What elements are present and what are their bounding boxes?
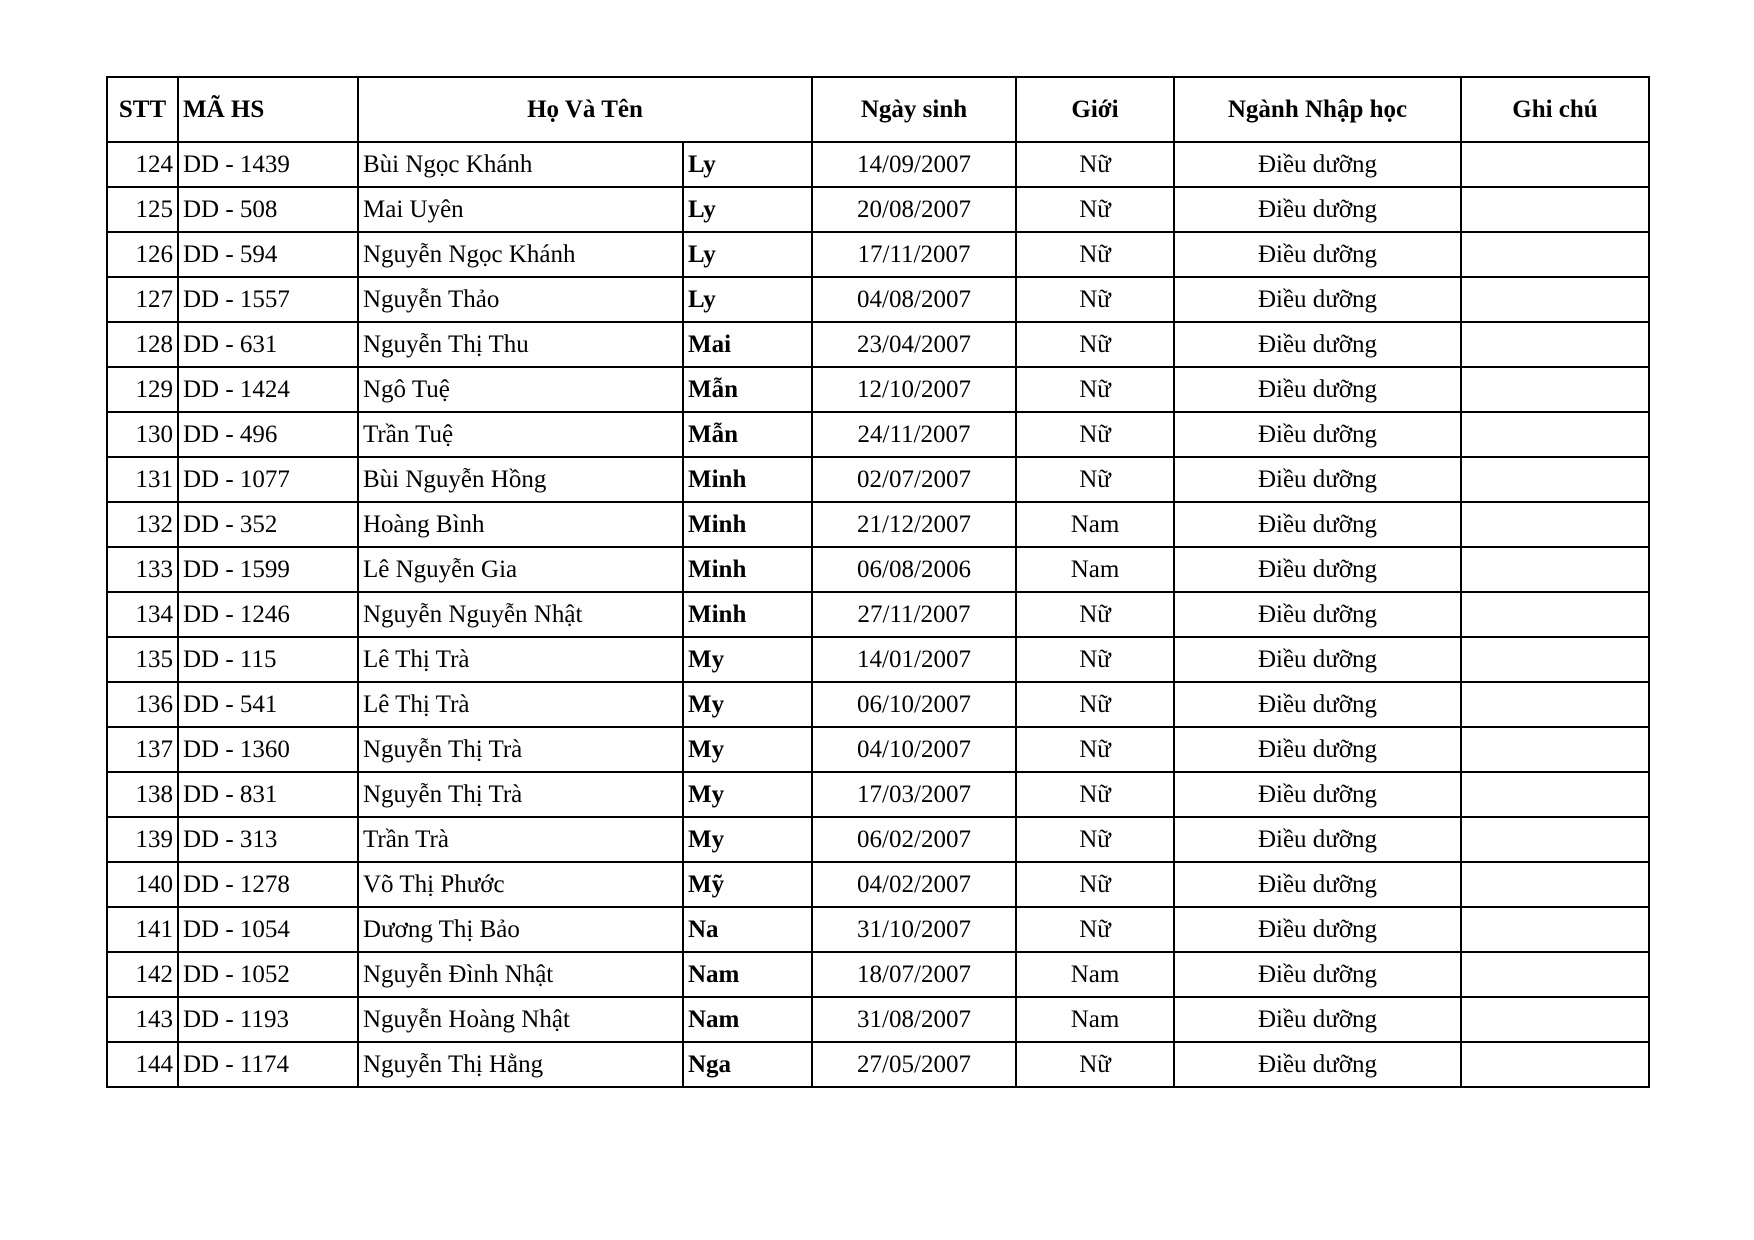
cell-note: [1461, 997, 1649, 1042]
cell-student-code: DD - 1052: [178, 952, 358, 997]
cell-date-of-birth: 17/03/2007: [812, 772, 1016, 817]
cell-date-of-birth: 27/11/2007: [812, 592, 1016, 637]
cell-major: Điều dưỡng: [1174, 772, 1461, 817]
cell-gender: Nữ: [1016, 322, 1174, 367]
table-row: [107, 592, 1649, 637]
roster-body: [107, 142, 1649, 1087]
cell-major: Điều dưỡng: [1174, 727, 1461, 772]
cell-student-code: DD - 496: [178, 412, 358, 457]
cell-stt: 133: [107, 547, 178, 592]
cell-student-code: DD - 1193: [178, 997, 358, 1042]
cell-given-name: Minh: [683, 592, 812, 637]
cell-surname: Nguyễn Thị Hằng: [358, 1042, 683, 1087]
cell-student-code: DD - 1077: [178, 457, 358, 502]
table-row: [107, 232, 1649, 277]
cell-note: [1461, 592, 1649, 637]
cell-gender: Nữ: [1016, 1042, 1174, 1087]
cell-given-name: Nga: [683, 1042, 812, 1087]
cell-note: [1461, 277, 1649, 322]
cell-student-code: DD - 631: [178, 322, 358, 367]
cell-stt: 137: [107, 727, 178, 772]
header-ma-hs: MÃ HS: [178, 77, 358, 142]
cell-student-code: DD - 831: [178, 772, 358, 817]
table-row: [107, 772, 1649, 817]
cell-given-name: Ly: [683, 187, 812, 232]
table-row: [107, 727, 1649, 772]
cell-major: Điều dưỡng: [1174, 277, 1461, 322]
cell-major: Điều dưỡng: [1174, 457, 1461, 502]
cell-surname: Lê Thị Trà: [358, 682, 683, 727]
cell-student-code: DD - 1174: [178, 1042, 358, 1087]
cell-note: [1461, 862, 1649, 907]
cell-student-code: DD - 1439: [178, 142, 358, 187]
cell-date-of-birth: 06/08/2006: [812, 547, 1016, 592]
table-row: [107, 997, 1649, 1042]
table-row: [107, 412, 1649, 457]
cell-major: Điều dưỡng: [1174, 412, 1461, 457]
cell-stt: 136: [107, 682, 178, 727]
cell-major: Điều dưỡng: [1174, 502, 1461, 547]
cell-major: Điều dưỡng: [1174, 682, 1461, 727]
cell-surname: Võ Thị Phước: [358, 862, 683, 907]
cell-note: [1461, 322, 1649, 367]
cell-date-of-birth: 06/10/2007: [812, 682, 1016, 727]
cell-surname: Nguyễn Đình Nhật: [358, 952, 683, 997]
cell-given-name: My: [683, 682, 812, 727]
cell-student-code: DD - 115: [178, 637, 358, 682]
header-ho-va-ten: Họ Và Tên: [358, 77, 812, 142]
cell-note: [1461, 502, 1649, 547]
cell-note: [1461, 367, 1649, 412]
cell-major: Điều dưỡng: [1174, 907, 1461, 952]
cell-major: Điều dưỡng: [1174, 817, 1461, 862]
table-row: [107, 1042, 1649, 1087]
cell-given-name: My: [683, 817, 812, 862]
cell-student-code: DD - 352: [178, 502, 358, 547]
cell-surname: Trần Tuệ: [358, 412, 683, 457]
cell-date-of-birth: 04/10/2007: [812, 727, 1016, 772]
cell-surname: Nguyễn Ngọc Khánh: [358, 232, 683, 277]
table-row: [107, 322, 1649, 367]
cell-surname: Nguyễn Hoàng Nhật: [358, 997, 683, 1042]
cell-date-of-birth: 14/09/2007: [812, 142, 1016, 187]
cell-gender: Nữ: [1016, 682, 1174, 727]
cell-date-of-birth: 23/04/2007: [812, 322, 1016, 367]
table-row: [107, 187, 1649, 232]
cell-gender: Nữ: [1016, 277, 1174, 322]
cell-major: Điều dưỡng: [1174, 1042, 1461, 1087]
table-row: [107, 862, 1649, 907]
table-row: [107, 367, 1649, 412]
table-row: [107, 277, 1649, 322]
cell-gender: Nữ: [1016, 412, 1174, 457]
cell-surname: Trần Trà: [358, 817, 683, 862]
cell-gender: Nữ: [1016, 367, 1174, 412]
cell-given-name: Na: [683, 907, 812, 952]
cell-given-name: Minh: [683, 502, 812, 547]
cell-stt: 144: [107, 1042, 178, 1087]
cell-date-of-birth: 06/02/2007: [812, 817, 1016, 862]
cell-major: Điều dưỡng: [1174, 862, 1461, 907]
cell-note: [1461, 727, 1649, 772]
cell-gender: Nữ: [1016, 142, 1174, 187]
table-row: [107, 547, 1649, 592]
cell-major: Điều dưỡng: [1174, 637, 1461, 682]
cell-student-code: DD - 1360: [178, 727, 358, 772]
cell-stt: 131: [107, 457, 178, 502]
cell-given-name: Mỹ: [683, 862, 812, 907]
cell-surname: Bùi Ngọc Khánh: [358, 142, 683, 187]
cell-stt: 132: [107, 502, 178, 547]
cell-given-name: Mẫn: [683, 367, 812, 412]
cell-gender: Nam: [1016, 952, 1174, 997]
cell-date-of-birth: 31/08/2007: [812, 997, 1016, 1042]
cell-date-of-birth: 24/11/2007: [812, 412, 1016, 457]
cell-stt: 125: [107, 187, 178, 232]
cell-gender: Nam: [1016, 547, 1174, 592]
cell-note: [1461, 142, 1649, 187]
header-row: [107, 77, 1649, 142]
cell-gender: Nữ: [1016, 187, 1174, 232]
cell-date-of-birth: 17/11/2007: [812, 232, 1016, 277]
cell-note: [1461, 637, 1649, 682]
table-row: [107, 457, 1649, 502]
cell-surname: Nguyễn Thị Trà: [358, 727, 683, 772]
cell-given-name: Minh: [683, 457, 812, 502]
cell-stt: 127: [107, 277, 178, 322]
cell-given-name: My: [683, 727, 812, 772]
cell-note: [1461, 952, 1649, 997]
cell-gender: Nữ: [1016, 232, 1174, 277]
cell-given-name: Mẫn: [683, 412, 812, 457]
header-gioi: Giới: [1016, 77, 1174, 142]
table-row: [107, 502, 1649, 547]
cell-note: [1461, 907, 1649, 952]
cell-surname: Lê Thị Trà: [358, 637, 683, 682]
cell-date-of-birth: 04/08/2007: [812, 277, 1016, 322]
cell-stt: 143: [107, 997, 178, 1042]
cell-stt: 134: [107, 592, 178, 637]
cell-student-code: DD - 313: [178, 817, 358, 862]
cell-given-name: Nam: [683, 997, 812, 1042]
cell-note: [1461, 772, 1649, 817]
cell-major: Điều dưỡng: [1174, 952, 1461, 997]
cell-note: [1461, 682, 1649, 727]
cell-stt: 135: [107, 637, 178, 682]
cell-given-name: Ly: [683, 142, 812, 187]
cell-gender: Nữ: [1016, 727, 1174, 772]
cell-date-of-birth: 27/05/2007: [812, 1042, 1016, 1087]
cell-stt: 129: [107, 367, 178, 412]
cell-student-code: DD - 1054: [178, 907, 358, 952]
cell-surname: Nguyễn Nguyễn Nhật: [358, 592, 683, 637]
cell-date-of-birth: 31/10/2007: [812, 907, 1016, 952]
cell-gender: Nam: [1016, 502, 1174, 547]
cell-stt: 128: [107, 322, 178, 367]
table-row: [107, 817, 1649, 862]
header-ngay-sinh: Ngày sinh: [812, 77, 1016, 142]
table-row: [107, 682, 1649, 727]
table-row: [107, 907, 1649, 952]
cell-student-code: DD - 1424: [178, 367, 358, 412]
cell-surname: Bùi Nguyễn Hồng: [358, 457, 683, 502]
cell-given-name: Ly: [683, 277, 812, 322]
header-nganh-nhap-hoc: Ngành Nhập học: [1174, 77, 1461, 142]
cell-surname: Nguyễn Thị Trà: [358, 772, 683, 817]
cell-date-of-birth: 21/12/2007: [812, 502, 1016, 547]
cell-stt: 142: [107, 952, 178, 997]
cell-stt: 140: [107, 862, 178, 907]
cell-stt: 139: [107, 817, 178, 862]
cell-date-of-birth: 02/07/2007: [812, 457, 1016, 502]
cell-given-name: Ly: [683, 232, 812, 277]
cell-given-name: My: [683, 637, 812, 682]
cell-major: Điều dưỡng: [1174, 232, 1461, 277]
cell-surname: Mai Uyên: [358, 187, 683, 232]
cell-major: Điều dưỡng: [1174, 322, 1461, 367]
header-ghi-chu: Ghi chú: [1461, 77, 1649, 142]
cell-note: [1461, 412, 1649, 457]
cell-note: [1461, 817, 1649, 862]
cell-major: Điều dưỡng: [1174, 547, 1461, 592]
table-row: [107, 142, 1649, 187]
cell-date-of-birth: 14/01/2007: [812, 637, 1016, 682]
cell-student-code: DD - 1599: [178, 547, 358, 592]
cell-date-of-birth: 04/02/2007: [812, 862, 1016, 907]
cell-given-name: Minh: [683, 547, 812, 592]
cell-gender: Nữ: [1016, 907, 1174, 952]
cell-major: Điều dưỡng: [1174, 592, 1461, 637]
cell-gender: Nữ: [1016, 772, 1174, 817]
cell-gender: Nữ: [1016, 592, 1174, 637]
cell-note: [1461, 187, 1649, 232]
cell-student-code: DD - 1246: [178, 592, 358, 637]
cell-gender: Nữ: [1016, 817, 1174, 862]
cell-gender: Nữ: [1016, 637, 1174, 682]
cell-student-code: DD - 541: [178, 682, 358, 727]
cell-note: [1461, 457, 1649, 502]
cell-stt: 130: [107, 412, 178, 457]
cell-note: [1461, 1042, 1649, 1087]
cell-stt: 138: [107, 772, 178, 817]
cell-major: Điều dưỡng: [1174, 367, 1461, 412]
cell-gender: Nữ: [1016, 457, 1174, 502]
cell-stt: 124: [107, 142, 178, 187]
cell-gender: Nam: [1016, 997, 1174, 1042]
cell-surname: Ngô Tuệ: [358, 367, 683, 412]
cell-student-code: DD - 508: [178, 187, 358, 232]
table-row: [107, 637, 1649, 682]
cell-gender: Nữ: [1016, 862, 1174, 907]
cell-major: Điều dưỡng: [1174, 187, 1461, 232]
cell-student-code: DD - 594: [178, 232, 358, 277]
cell-surname: Hoàng Bình: [358, 502, 683, 547]
cell-surname: Dương Thị Bảo: [358, 907, 683, 952]
cell-given-name: Mai: [683, 322, 812, 367]
cell-note: [1461, 547, 1649, 592]
cell-date-of-birth: 12/10/2007: [812, 367, 1016, 412]
cell-surname: Lê Nguyễn Gia: [358, 547, 683, 592]
cell-note: [1461, 232, 1649, 277]
table-row: [107, 952, 1649, 997]
cell-surname: Nguyễn Thảo: [358, 277, 683, 322]
cell-given-name: My: [683, 772, 812, 817]
cell-student-code: DD - 1278: [178, 862, 358, 907]
cell-stt: 141: [107, 907, 178, 952]
header-stt: STT: [107, 77, 178, 142]
student-roster-table: [106, 76, 1650, 1088]
cell-date-of-birth: 20/08/2007: [812, 187, 1016, 232]
cell-stt: 126: [107, 232, 178, 277]
cell-student-code: DD - 1557: [178, 277, 358, 322]
cell-major: Điều dưỡng: [1174, 142, 1461, 187]
cell-major: Điều dưỡng: [1174, 997, 1461, 1042]
cell-given-name: Nam: [683, 952, 812, 997]
cell-surname: Nguyễn Thị Thu: [358, 322, 683, 367]
cell-date-of-birth: 18/07/2007: [812, 952, 1016, 997]
